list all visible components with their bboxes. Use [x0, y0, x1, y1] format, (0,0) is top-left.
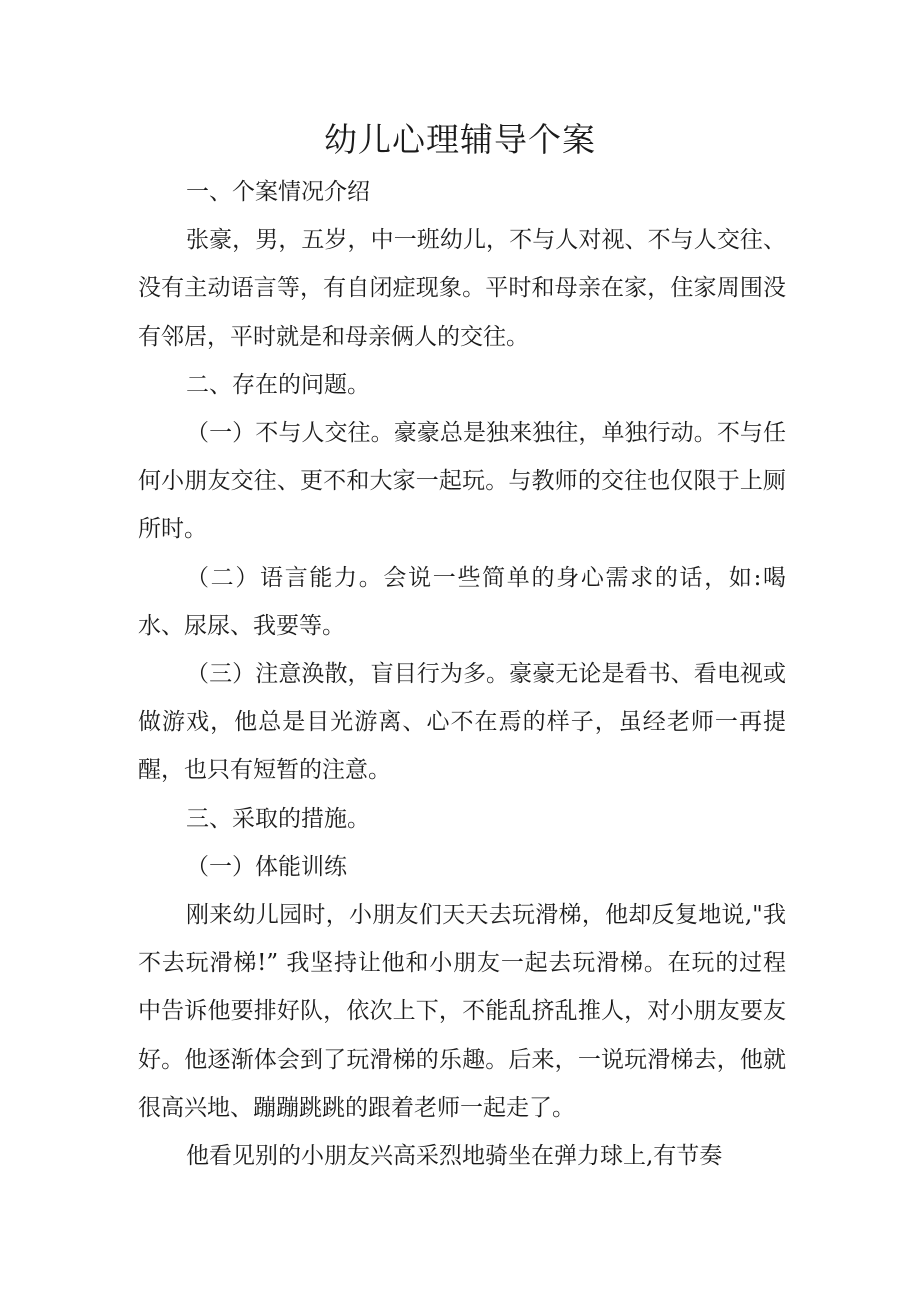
- paragraph-problem-social: （一）不与人交往。豪豪总是独来独往，单独行动。不与任何小朋友交往、更不和大家一起玩。与教师的交往也仅限于上厕所时。: [138, 420, 786, 543]
- section-heading-case-intro: 一、个案情况介绍: [186, 179, 370, 205]
- document-body: [138, 168, 786, 1180]
- paragraph-problem-attention: （三）注意涣散，盲目行为多。豪豪无论是看书、看电视或做游戏，他总是目光游离、心不在焉的样子，虽经老师一再提醒，也只有短暂的注意。: [138, 661, 786, 784]
- subheading-physical-training: （一）体能训练: [186, 853, 347, 880]
- paragraph-ball-activity: 他看见别的小朋友兴高采烈地骑坐在弹力球上,有节奏: [186, 1143, 723, 1170]
- paragraph-case-description: 张豪，男，五岁，中一班幼儿，不与人对视、不与人交往、没有主动语言等，有自闭症现象。平时和母亲在家，住家周围没有邻居，平时就是和母亲俩人的交往。: [138, 227, 786, 350]
- paragraph-slide-activity: 刚来幼儿园时，小朋友们天天去玩滑梯，他却反复地说,"我不去玩滑梯!” 我坚持让他和小朋友一起去玩滑梯。在玩的过程中告诉他要排好队，依次上下，不能乱挤乱推人，对小朋友要友好。他逐渐体会到了玩滑梯的乐趣。后来，一说玩滑梯去，他就很高兴地、蹦蹦跳跳的跟着老师一起走了。: [138, 902, 786, 1121]
- section-heading-problems: 二、存在的问题。: [186, 371, 370, 398]
- section-heading-measures: 三、采取的措施。: [186, 805, 370, 832]
- document-title: 幼儿心理辅导个案: [324, 120, 596, 159]
- paragraph-problem-language: （二）语言能力。会说一些简单的身心需求的话，如:喝水、尿尿、我要等。: [138, 564, 786, 639]
